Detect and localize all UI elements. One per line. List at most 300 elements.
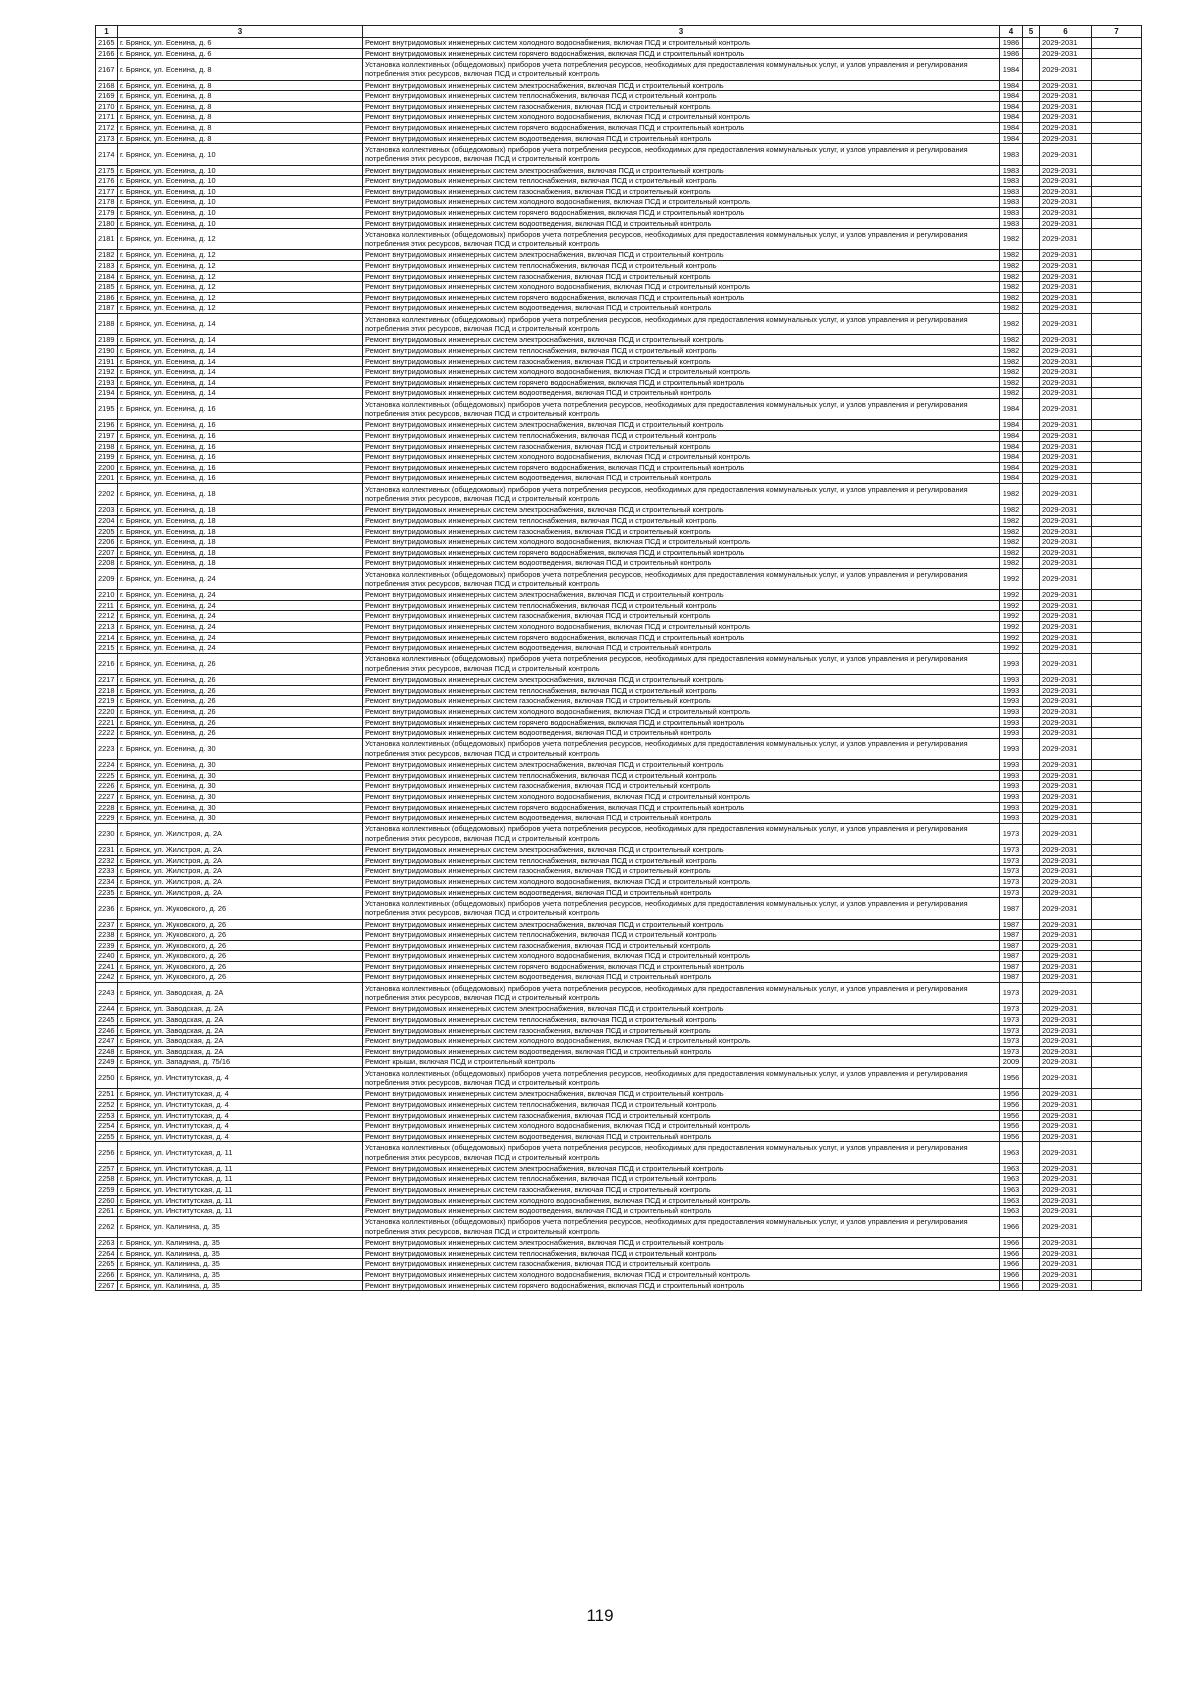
col-5 xyxy=(1023,876,1040,887)
row-number: 2178 xyxy=(96,197,118,208)
row-number: 2220 xyxy=(96,707,118,718)
col-7 xyxy=(1092,738,1142,759)
col-5 xyxy=(1023,430,1040,441)
row-number: 2165 xyxy=(96,38,118,49)
row-number: 2249 xyxy=(96,1057,118,1068)
address: г. Брянск, ул. Жуковского, д. 26 xyxy=(118,961,363,972)
row-number: 2171 xyxy=(96,112,118,123)
address: г. Брянск, ул. Есенина, д. 10 xyxy=(118,165,363,176)
table-row xyxy=(96,101,1142,112)
table-row xyxy=(96,1248,1142,1259)
column-header: 3 xyxy=(363,26,1000,38)
col-5 xyxy=(1023,1089,1040,1100)
col-5 xyxy=(1023,855,1040,866)
period: 2029-2031 xyxy=(1040,356,1092,367)
address: г. Брянск, ул. Институтская, д. 4 xyxy=(118,1131,363,1142)
work-type: Ремонт внутридомовых инженерных систем холодного водоснабжения, включая ПСД и строительный контроль xyxy=(363,791,1000,802)
col-7 xyxy=(1092,122,1142,133)
col-7 xyxy=(1092,1206,1142,1217)
table-row xyxy=(96,1057,1142,1068)
build-year: 1987 xyxy=(1000,961,1023,972)
col-5 xyxy=(1023,1248,1040,1259)
col-7 xyxy=(1092,898,1142,919)
period: 2029-2031 xyxy=(1040,1004,1092,1015)
period: 2029-2031 xyxy=(1040,144,1092,165)
column-header: 1 xyxy=(96,26,118,38)
col-7 xyxy=(1092,505,1142,516)
col-7 xyxy=(1092,1195,1142,1206)
build-year: 1987 xyxy=(1000,972,1023,983)
table-row xyxy=(96,505,1142,516)
row-number: 2231 xyxy=(96,845,118,856)
table-row xyxy=(96,930,1142,941)
col-5 xyxy=(1023,1238,1040,1249)
col-7 xyxy=(1092,1057,1142,1068)
address: г. Брянск, ул. Есенина, д. 12 xyxy=(118,250,363,261)
table-row xyxy=(96,292,1142,303)
build-year: 1982 xyxy=(1000,303,1023,314)
build-year: 1982 xyxy=(1000,388,1023,399)
row-number: 2223 xyxy=(96,738,118,759)
address: г. Брянск, ул. Есенина, д. 8 xyxy=(118,80,363,91)
col-7 xyxy=(1092,1046,1142,1057)
table-row xyxy=(96,1046,1142,1057)
row-number: 2200 xyxy=(96,462,118,473)
table-row xyxy=(96,568,1142,589)
col-7 xyxy=(1092,866,1142,877)
col-7 xyxy=(1092,207,1142,218)
period: 2029-2031 xyxy=(1040,165,1092,176)
row-number: 2216 xyxy=(96,653,118,674)
build-year: 1982 xyxy=(1000,335,1023,346)
col-7 xyxy=(1092,1248,1142,1259)
col-5 xyxy=(1023,515,1040,526)
col-7 xyxy=(1092,314,1142,335)
address: г. Брянск, ул. Есенина, д. 30 xyxy=(118,791,363,802)
col-7 xyxy=(1092,728,1142,739)
build-year: 1982 xyxy=(1000,377,1023,388)
row-number: 2197 xyxy=(96,430,118,441)
table-row xyxy=(96,473,1142,484)
row-number: 2181 xyxy=(96,229,118,250)
address: г. Брянск, ул. Жилстроя, д. 2А xyxy=(118,845,363,856)
row-number: 2212 xyxy=(96,611,118,622)
col-7 xyxy=(1092,1184,1142,1195)
row-number: 2246 xyxy=(96,1025,118,1036)
work-type: Ремонт внутридомовых инженерных систем газоснабжения, включая ПСД и строительный контроль xyxy=(363,1110,1000,1121)
work-type: Ремонт внутридомовых инженерных систем холодного водоснабжения, включая ПСД и строительный контроль xyxy=(363,537,1000,548)
build-year: 1992 xyxy=(1000,600,1023,611)
address: г. Брянск, ул. Институтская, д. 11 xyxy=(118,1195,363,1206)
address: г. Брянск, ул. Есенина, д. 16 xyxy=(118,473,363,484)
row-number: 2214 xyxy=(96,632,118,643)
col-7 xyxy=(1092,1004,1142,1015)
build-year: 1973 xyxy=(1000,1025,1023,1036)
address: г. Брянск, ул. Есенина, д. 8 xyxy=(118,59,363,80)
col-5 xyxy=(1023,207,1040,218)
work-type: Ремонт внутридомовых инженерных систем теплоснабжения, включая ПСД и строительный контроль xyxy=(363,430,1000,441)
row-number: 2256 xyxy=(96,1142,118,1163)
address: г. Брянск, ул. Есенина, д. 18 xyxy=(118,505,363,516)
build-year: 1993 xyxy=(1000,738,1023,759)
period: 2029-2031 xyxy=(1040,483,1092,504)
address: г. Брянск, ул. Есенина, д. 18 xyxy=(118,558,363,569)
col-5 xyxy=(1023,282,1040,293)
period: 2029-2031 xyxy=(1040,1174,1092,1185)
address: г. Брянск, ул. Есенина, д. 24 xyxy=(118,611,363,622)
col-7 xyxy=(1092,1036,1142,1047)
row-number: 2188 xyxy=(96,314,118,335)
period: 2029-2031 xyxy=(1040,1195,1092,1206)
col-7 xyxy=(1092,972,1142,983)
build-year: 1973 xyxy=(1000,1015,1023,1026)
table-row xyxy=(96,48,1142,59)
table-row xyxy=(96,165,1142,176)
col-5 xyxy=(1023,473,1040,484)
work-type: Ремонт внутридомовых инженерных систем горячего водоснабжения, включая ПСД и строительный контроль xyxy=(363,547,1000,558)
build-year: 1963 xyxy=(1000,1142,1023,1163)
period: 2029-2031 xyxy=(1040,1025,1092,1036)
build-year: 1982 xyxy=(1000,261,1023,272)
row-number: 2192 xyxy=(96,367,118,378)
col-7 xyxy=(1092,59,1142,80)
build-year: 1984 xyxy=(1000,101,1023,112)
build-year: 1956 xyxy=(1000,1110,1023,1121)
work-type: Ремонт внутридомовых инженерных систем горячего водоснабжения, включая ПСД и строительный контроль xyxy=(363,632,1000,643)
col-5 xyxy=(1023,1121,1040,1132)
table-row xyxy=(96,122,1142,133)
col-7 xyxy=(1092,770,1142,781)
row-number: 2182 xyxy=(96,250,118,261)
period: 2029-2031 xyxy=(1040,866,1092,877)
table-row xyxy=(96,462,1142,473)
address: г. Брянск, ул. Есенина, д. 18 xyxy=(118,547,363,558)
build-year: 1982 xyxy=(1000,229,1023,250)
period: 2029-2031 xyxy=(1040,1142,1092,1163)
work-type: Ремонт внутридомовых инженерных систем горячего водоснабжения, включая ПСД и строительный контроль xyxy=(363,207,1000,218)
period: 2029-2031 xyxy=(1040,547,1092,558)
table-row xyxy=(96,791,1142,802)
col-5 xyxy=(1023,1163,1040,1174)
table-row xyxy=(96,781,1142,792)
work-type: Ремонт внутридомовых инженерных систем горячего водоснабжения, включая ПСД и строительный контроль xyxy=(363,122,1000,133)
row-number: 2251 xyxy=(96,1089,118,1100)
col-5 xyxy=(1023,1195,1040,1206)
period: 2029-2031 xyxy=(1040,1216,1092,1237)
address: г. Брянск, ул. Есенина, д. 16 xyxy=(118,441,363,452)
period: 2029-2031 xyxy=(1040,473,1092,484)
row-number: 2199 xyxy=(96,452,118,463)
build-year: 1993 xyxy=(1000,653,1023,674)
address: г. Брянск, ул. Калинина, д. 35 xyxy=(118,1238,363,1249)
period: 2029-2031 xyxy=(1040,1068,1092,1089)
row-number: 2259 xyxy=(96,1184,118,1195)
col-7 xyxy=(1092,1238,1142,1249)
build-year: 1966 xyxy=(1000,1269,1023,1280)
table-row xyxy=(96,197,1142,208)
row-number: 2255 xyxy=(96,1131,118,1142)
address: г. Брянск, ул. Жилстроя, д. 2А xyxy=(118,876,363,887)
col-7 xyxy=(1092,367,1142,378)
period: 2029-2031 xyxy=(1040,919,1092,930)
col-5 xyxy=(1023,1259,1040,1270)
col-7 xyxy=(1092,1280,1142,1291)
build-year: 1973 xyxy=(1000,845,1023,856)
address: г. Брянск, ул. Есенина, д. 16 xyxy=(118,430,363,441)
col-5 xyxy=(1023,898,1040,919)
work-type: Ремонт внутридомовых инженерных систем теплоснабжения, включая ПСД и строительный контроль xyxy=(363,1248,1000,1259)
build-year: 1992 xyxy=(1000,590,1023,601)
build-year: 1982 xyxy=(1000,314,1023,335)
work-type: Ремонт внутридомовых инженерных систем холодного водоснабжения, включая ПСД и строительный контроль xyxy=(363,197,1000,208)
row-number: 2206 xyxy=(96,537,118,548)
build-year: 1982 xyxy=(1000,537,1023,548)
build-year: 1973 xyxy=(1000,887,1023,898)
work-type: Ремонт внутридомовых инженерных систем газоснабжения, включая ПСД и строительный контроль xyxy=(363,611,1000,622)
row-number: 2201 xyxy=(96,473,118,484)
work-type: Ремонт внутридомовых инженерных систем электроснабжения, включая ПСД и строительный контроль xyxy=(363,165,1000,176)
period: 2029-2031 xyxy=(1040,186,1092,197)
col-5 xyxy=(1023,1036,1040,1047)
period: 2029-2031 xyxy=(1040,314,1092,335)
col-5 xyxy=(1023,717,1040,728)
table-row xyxy=(96,855,1142,866)
repair-program-table xyxy=(95,25,1142,1291)
build-year: 1982 xyxy=(1000,547,1023,558)
row-number: 2184 xyxy=(96,271,118,282)
period: 2029-2031 xyxy=(1040,526,1092,537)
build-year: 1973 xyxy=(1000,823,1023,844)
col-5 xyxy=(1023,802,1040,813)
period: 2029-2031 xyxy=(1040,558,1092,569)
col-5 xyxy=(1023,292,1040,303)
row-number: 2266 xyxy=(96,1269,118,1280)
build-year: 1966 xyxy=(1000,1280,1023,1291)
work-type: Ремонт внутридомовых инженерных систем горячего водоснабжения, включая ПСД и строительный контроль xyxy=(363,802,1000,813)
build-year: 1993 xyxy=(1000,781,1023,792)
col-7 xyxy=(1092,346,1142,357)
build-year: 1982 xyxy=(1000,515,1023,526)
table-row xyxy=(96,430,1142,441)
address: г. Брянск, ул. Есенина, д. 26 xyxy=(118,728,363,739)
col-5 xyxy=(1023,791,1040,802)
row-number: 2243 xyxy=(96,983,118,1004)
table-row xyxy=(96,218,1142,229)
table-row xyxy=(96,951,1142,962)
period: 2029-2031 xyxy=(1040,346,1092,357)
build-year: 1984 xyxy=(1000,441,1023,452)
col-7 xyxy=(1092,1259,1142,1270)
build-year: 1984 xyxy=(1000,399,1023,420)
col-7 xyxy=(1092,218,1142,229)
col-5 xyxy=(1023,526,1040,537)
table-row xyxy=(96,845,1142,856)
col-5 xyxy=(1023,823,1040,844)
period: 2029-2031 xyxy=(1040,430,1092,441)
col-7 xyxy=(1092,229,1142,250)
col-7 xyxy=(1092,537,1142,548)
col-5 xyxy=(1023,537,1040,548)
address: г. Брянск, ул. Есенина, д. 14 xyxy=(118,377,363,388)
work-type: Ремонт крыши, включая ПСД и строительный контроль xyxy=(363,1057,1000,1068)
address: г. Брянск, ул. Институтская, д. 4 xyxy=(118,1121,363,1132)
build-year: 1956 xyxy=(1000,1131,1023,1142)
build-year: 1966 xyxy=(1000,1216,1023,1237)
col-7 xyxy=(1092,791,1142,802)
work-type: Ремонт внутридомовых инженерных систем горячего водоснабжения, включая ПСД и строительный контроль xyxy=(363,292,1000,303)
work-type: Ремонт внутридомовых инженерных систем водоотведения, включая ПСД и строительный контроль xyxy=(363,728,1000,739)
address: г. Брянск, ул. Есенина, д. 26 xyxy=(118,675,363,686)
col-5 xyxy=(1023,441,1040,452)
build-year: 1992 xyxy=(1000,643,1023,654)
row-number: 2236 xyxy=(96,898,118,919)
work-type: Ремонт внутридомовых инженерных систем газоснабжения, включая ПСД и строительный контроль xyxy=(363,441,1000,452)
page-number: 119 xyxy=(586,1606,614,1625)
work-type: Ремонт внутридомовых инженерных систем водоотведения, включая ПСД и строительный контроль xyxy=(363,887,1000,898)
work-type: Ремонт внутридомовых инженерных систем холодного водоснабжения, включая ПСД и строительный контроль xyxy=(363,622,1000,633)
period: 2029-2031 xyxy=(1040,112,1092,123)
build-year: 1973 xyxy=(1000,855,1023,866)
build-year: 1973 xyxy=(1000,866,1023,877)
table-row xyxy=(96,1110,1142,1121)
address: г. Брянск, ул. Есенина, д. 18 xyxy=(118,537,363,548)
row-number: 2190 xyxy=(96,346,118,357)
address: г. Брянск, ул. Жилстроя, д. 2А xyxy=(118,855,363,866)
col-5 xyxy=(1023,367,1040,378)
work-type: Ремонт внутридомовых инженерных систем холодного водоснабжения, включая ПСД и строительный контроль xyxy=(363,1036,1000,1047)
table-row xyxy=(96,176,1142,187)
table-row xyxy=(96,1206,1142,1217)
col-5 xyxy=(1023,590,1040,601)
column-header: 5 xyxy=(1023,26,1040,38)
work-type: Ремонт внутридомовых инженерных систем теплоснабжения, включая ПСД и строительный контроль xyxy=(363,685,1000,696)
address: г. Брянск, ул. Есенина, д. 18 xyxy=(118,526,363,537)
table-row xyxy=(96,611,1142,622)
row-number: 2267 xyxy=(96,1280,118,1291)
row-number: 2174 xyxy=(96,144,118,165)
col-7 xyxy=(1092,1025,1142,1036)
row-number: 2257 xyxy=(96,1163,118,1174)
build-year: 1984 xyxy=(1000,133,1023,144)
period: 2029-2031 xyxy=(1040,845,1092,856)
table-row xyxy=(96,229,1142,250)
period: 2029-2031 xyxy=(1040,101,1092,112)
table-row xyxy=(96,515,1142,526)
register-sheet xyxy=(95,25,1141,1291)
address: г. Брянск, ул. Есенина, д. 30 xyxy=(118,813,363,824)
work-type: Ремонт внутридомовых инженерных систем электроснабжения, включая ПСД и строительный контроль xyxy=(363,250,1000,261)
col-7 xyxy=(1092,696,1142,707)
row-number: 2245 xyxy=(96,1015,118,1026)
work-type: Ремонт внутридомовых инженерных систем холодного водоснабжения, включая ПСД и строительный контроль xyxy=(363,367,1000,378)
build-year: 1992 xyxy=(1000,611,1023,622)
row-number: 2217 xyxy=(96,675,118,686)
address: г. Брянск, ул. Есенина, д. 30 xyxy=(118,770,363,781)
row-number: 2221 xyxy=(96,717,118,728)
address: г. Брянск, ул. Институтская, д. 4 xyxy=(118,1110,363,1121)
col-5 xyxy=(1023,261,1040,272)
address: г. Брянск, ул. Есенина, д. 14 xyxy=(118,388,363,399)
col-7 xyxy=(1092,430,1142,441)
work-type: Ремонт внутридомовых инженерных систем электроснабжения, включая ПСД и строительный контроль xyxy=(363,1089,1000,1100)
table-row xyxy=(96,675,1142,686)
row-number: 2209 xyxy=(96,568,118,589)
address: г. Брянск, ул. Есенина, д. 24 xyxy=(118,632,363,643)
table-row xyxy=(96,282,1142,293)
table-row xyxy=(96,632,1142,643)
col-5 xyxy=(1023,1004,1040,1015)
period: 2029-2031 xyxy=(1040,48,1092,59)
work-type: Ремонт внутридомовых инженерных систем теплоснабжения, включая ПСД и строительный контроль xyxy=(363,91,1000,102)
address: г. Брянск, ул. Жуковского, д. 26 xyxy=(118,919,363,930)
address: г. Брянск, ул. Есенина, д. 6 xyxy=(118,38,363,49)
build-year: 1984 xyxy=(1000,420,1023,431)
col-7 xyxy=(1092,1131,1142,1142)
address: г. Брянск, ул. Институтская, д. 11 xyxy=(118,1163,363,1174)
col-5 xyxy=(1023,643,1040,654)
work-type: Ремонт внутридомовых инженерных систем электроснабжения, включая ПСД и строительный контроль xyxy=(363,420,1000,431)
row-number: 2210 xyxy=(96,590,118,601)
work-type: Ремонт внутридомовых инженерных систем горячего водоснабжения, включая ПСД и строительный контроль xyxy=(363,961,1000,972)
row-number: 2230 xyxy=(96,823,118,844)
col-7 xyxy=(1092,1216,1142,1237)
table-row xyxy=(96,590,1142,601)
row-number: 2176 xyxy=(96,176,118,187)
col-7 xyxy=(1092,568,1142,589)
build-year: 1982 xyxy=(1000,356,1023,367)
build-year: 1983 xyxy=(1000,144,1023,165)
work-type: Ремонт внутридомовых инженерных систем горячего водоснабжения, включая ПСД и строительный контроль xyxy=(363,377,1000,388)
period: 2029-2031 xyxy=(1040,59,1092,80)
work-type: Ремонт внутридомовых инженерных систем газоснабжения, включая ПСД и строительный контроль xyxy=(363,101,1000,112)
work-type: Ремонт внутридомовых инженерных систем теплоснабжения, включая ПСД и строительный контроль xyxy=(363,930,1000,941)
period: 2029-2031 xyxy=(1040,303,1092,314)
address: г. Брянск, ул. Есенина, д. 14 xyxy=(118,367,363,378)
build-year: 1982 xyxy=(1000,282,1023,293)
row-number: 2194 xyxy=(96,388,118,399)
col-7 xyxy=(1092,1269,1142,1280)
work-type: Ремонт внутридомовых инженерных систем электроснабжения, включая ПСД и строительный контроль xyxy=(363,505,1000,516)
col-7 xyxy=(1092,1015,1142,1026)
period: 2029-2031 xyxy=(1040,218,1092,229)
col-7 xyxy=(1092,590,1142,601)
col-5 xyxy=(1023,738,1040,759)
col-5 xyxy=(1023,972,1040,983)
row-number: 2173 xyxy=(96,133,118,144)
col-5 xyxy=(1023,770,1040,781)
period: 2029-2031 xyxy=(1040,1036,1092,1047)
work-type: Установка коллективных (общедомовых) приборов учета потребления ресурсов, необходимых для предоставления коммунальных услуг, и узлов управления и регулирования потребления этих ресурсов, включая ПСД и строительный контроль xyxy=(363,983,1000,1004)
work-type: Ремонт внутридомовых инженерных систем теплоснабжения, включая ПСД и строительный контроль xyxy=(363,855,1000,866)
row-number: 2258 xyxy=(96,1174,118,1185)
work-type: Ремонт внутридомовых инженерных систем газоснабжения, включая ПСД и строительный контроль xyxy=(363,696,1000,707)
address: г. Брянск, ул. Есенина, д. 14 xyxy=(118,335,363,346)
period: 2029-2031 xyxy=(1040,388,1092,399)
col-5 xyxy=(1023,622,1040,633)
build-year: 1983 xyxy=(1000,218,1023,229)
address: г. Брянск, ул. Есенина, д. 30 xyxy=(118,738,363,759)
col-5 xyxy=(1023,229,1040,250)
work-type: Ремонт внутридомовых инженерных систем горячего водоснабжения, включая ПСД и строительный контроль xyxy=(363,48,1000,59)
col-5 xyxy=(1023,176,1040,187)
table-row xyxy=(96,399,1142,420)
period: 2029-2031 xyxy=(1040,1269,1092,1280)
row-number: 2207 xyxy=(96,547,118,558)
col-5 xyxy=(1023,377,1040,388)
col-7 xyxy=(1092,685,1142,696)
column-header: 7 xyxy=(1092,26,1142,38)
row-number: 2193 xyxy=(96,377,118,388)
